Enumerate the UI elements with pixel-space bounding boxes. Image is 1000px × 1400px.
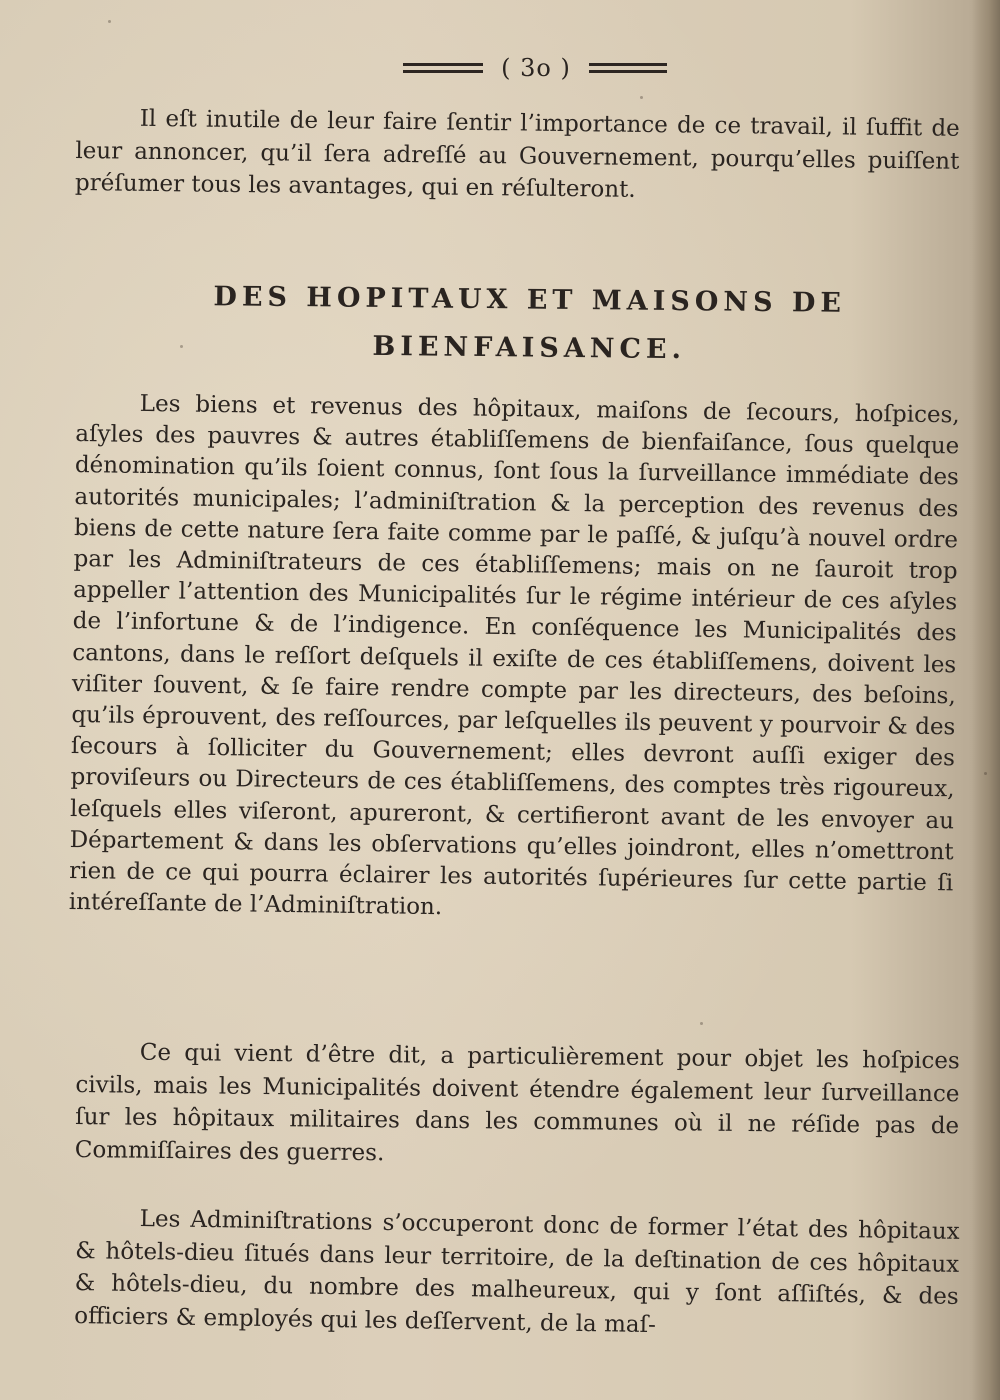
header-rule-right (589, 63, 667, 73)
body-paragraph: Les biens et revenus des hôpitaux, maiſons de ſecours, hoſpices, aſyles des pauvres & autres établiſſemens de bienfaiſance, ſous quelque dénomination qu’ils ſoient connus, ſont ſous la ſurveillance immédiate des autorités municipales; l’adminiſtration & la perception des revenus des biens de cette nature ſera faite comme par le paſſé, & juſqu’à nouvel ordre par les Adminiſtrateurs de ces établiſſemens; mais on ne ſauroit trop appeller l’attention des Municipalités ſur le régime intérieur de ces aſyles de l’infortune & de l’indigence. En conſéquence les Municipalités des cantons, dans le reſſort deſquels il exiſte de ces établiſſemens, doivent les viſiter ſouvent, & ſe faire rendre compte par les directeurs, des beſoins, qu’ils éprouvent, des reſſources, par leſquelles ils peuvent y pourvoir & des ſecours à ſolliciter du Gouvernement; elles devront auſſi exiger des proviſeurs ou Directeurs de ces établiſſemens, des comptes très rigoureux, leſquels elles viſeront, apureront, & certifieront avant de les envoyer au Département & dans les obſervations qu’elles joindront, elles n’omettront rien de ce qui pourra éclairer les autorités ſupérieures ſur cette partie ſi intéreſſante de l’Adminiſtration. (68, 390, 960, 921)
page-header (390, 50, 680, 86)
intro-paragraph-block (75, 102, 960, 210)
paper-speck (108, 20, 111, 23)
body-paragraph: Ce qui vient d’être dit, a particulièrement pour objet les hoſpices civils, mais les Municipalités doivent étendre également leur ſurveillance ſur les hôpitaux militaires dans les communes où il ne réſide pas de Commiſſaires des guerres. (74, 1039, 960, 1166)
body-paragraph: Les Adminiſtrations s’occuperont donc de former l’état des hôpitaux & hôtels-dieu ſitués dans leur territoire, de la deſtination de ces hôpitaux & hôtels-dieu, du nombre des malheureux, qui y ſont aſſiſtés, & des officiers & employés qui les deſſervent, de la maſ- (74, 1206, 960, 1338)
paper-speck (700, 1022, 703, 1025)
header-rule-left (403, 63, 483, 73)
paper-speck (180, 345, 183, 348)
intro-paragraph: Il eſt inutile de leur faire ſentir l’importance de ce travail, il ſuffit de leur annoncer, qu’il ſera adreſſé au Gouvernement, pourqu’elles puiſſent préſumer tous les avantages, qui en réſulteront. (74, 105, 960, 203)
section-heading: DES HOPITAUX ET MAISONS DE BIENFAISANCE. (213, 281, 847, 366)
paragraph-block-1 (69, 388, 960, 931)
paper-speck (640, 96, 643, 99)
page-number: ( 3o ) (501, 54, 571, 82)
binding-gutter (972, 0, 1000, 1400)
paragraph-block-2 (75, 1036, 960, 1175)
paper-speck (984, 772, 987, 775)
paragraph-block-3 (74, 1202, 960, 1346)
